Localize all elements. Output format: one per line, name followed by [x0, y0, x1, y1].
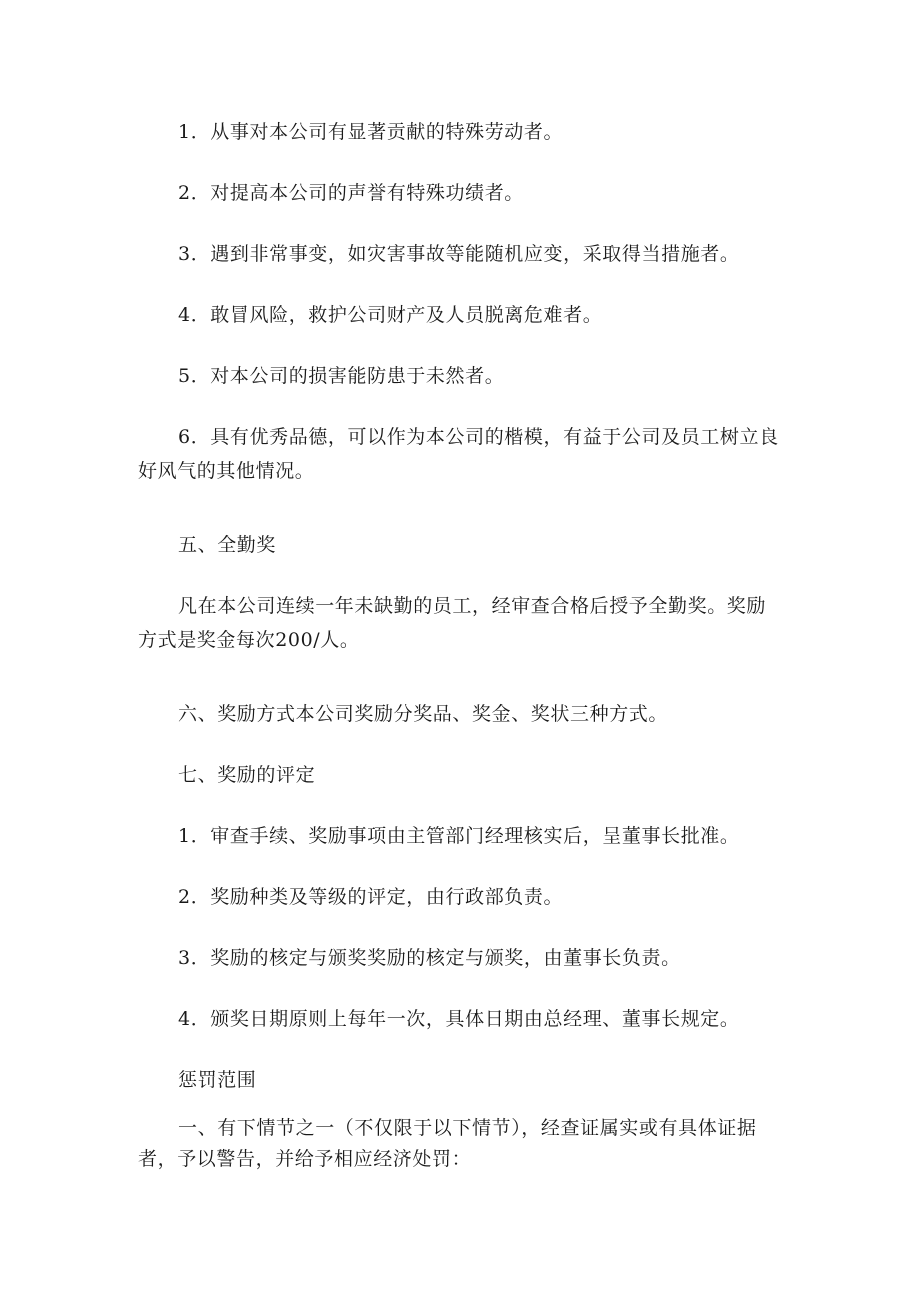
- reward-item-2: 2．对提高本公司的声誉有特殊功绩者。: [178, 182, 524, 204]
- reward-item-3: 3．遇到非常事变，如灾害事故等能随机应变，采取得当措施者。: [178, 243, 740, 265]
- reward-item-5: 5．对本公司的损害能防患于未然者。: [178, 365, 505, 387]
- section-heading-penalty-scope: 惩罚范围: [178, 1069, 257, 1091]
- reward-item-1: 1．从事对本公司有显著贡献的特殊劳动者。: [178, 121, 564, 143]
- section-heading-full-attendance: 五、全勤奖: [178, 534, 277, 556]
- section-heading-reward-methods: 六、奖励方式本公司奖励分奖品、奖金、奖状三种方式。: [178, 703, 669, 725]
- evaluation-item-2: 2．奖励种类及等级的评定，由行政部负责。: [178, 886, 564, 908]
- reward-item-4: 4．敢冒风险，救护公司财产及人员脱离危难者。: [178, 304, 603, 326]
- evaluation-item-4: 4．颁奖日期原则上每年一次，具体日期由总经理、董事长规定。: [178, 1008, 740, 1030]
- reward-item-6: 6．具有优秀品德，可以作为本公司的楷模，有益于公司及员工树立良好风气的其他情况。: [138, 426, 779, 482]
- full-attendance-paragraph: 凡在本公司连续一年未缺勤的员工，经审查合格后授予全勤奖。奖励方式是奖金每次200/人。: [138, 595, 767, 651]
- evaluation-item-3: 3．奖励的核定与颁奖奖励的核定与颁奖，由董事长负责。: [178, 947, 681, 969]
- penalty-paragraph-1: 一、有下情节之一（不仅限于以下情节），经查证属实或有具体证据者，予以警告，并给予相应经济处罚：: [138, 1117, 757, 1170]
- section-heading-reward-evaluation: 七、奖励的评定: [178, 764, 316, 786]
- evaluation-item-1: 1．审查手续、奖励事项由主管部门经理核实后，呈董事长批准。: [178, 825, 740, 847]
